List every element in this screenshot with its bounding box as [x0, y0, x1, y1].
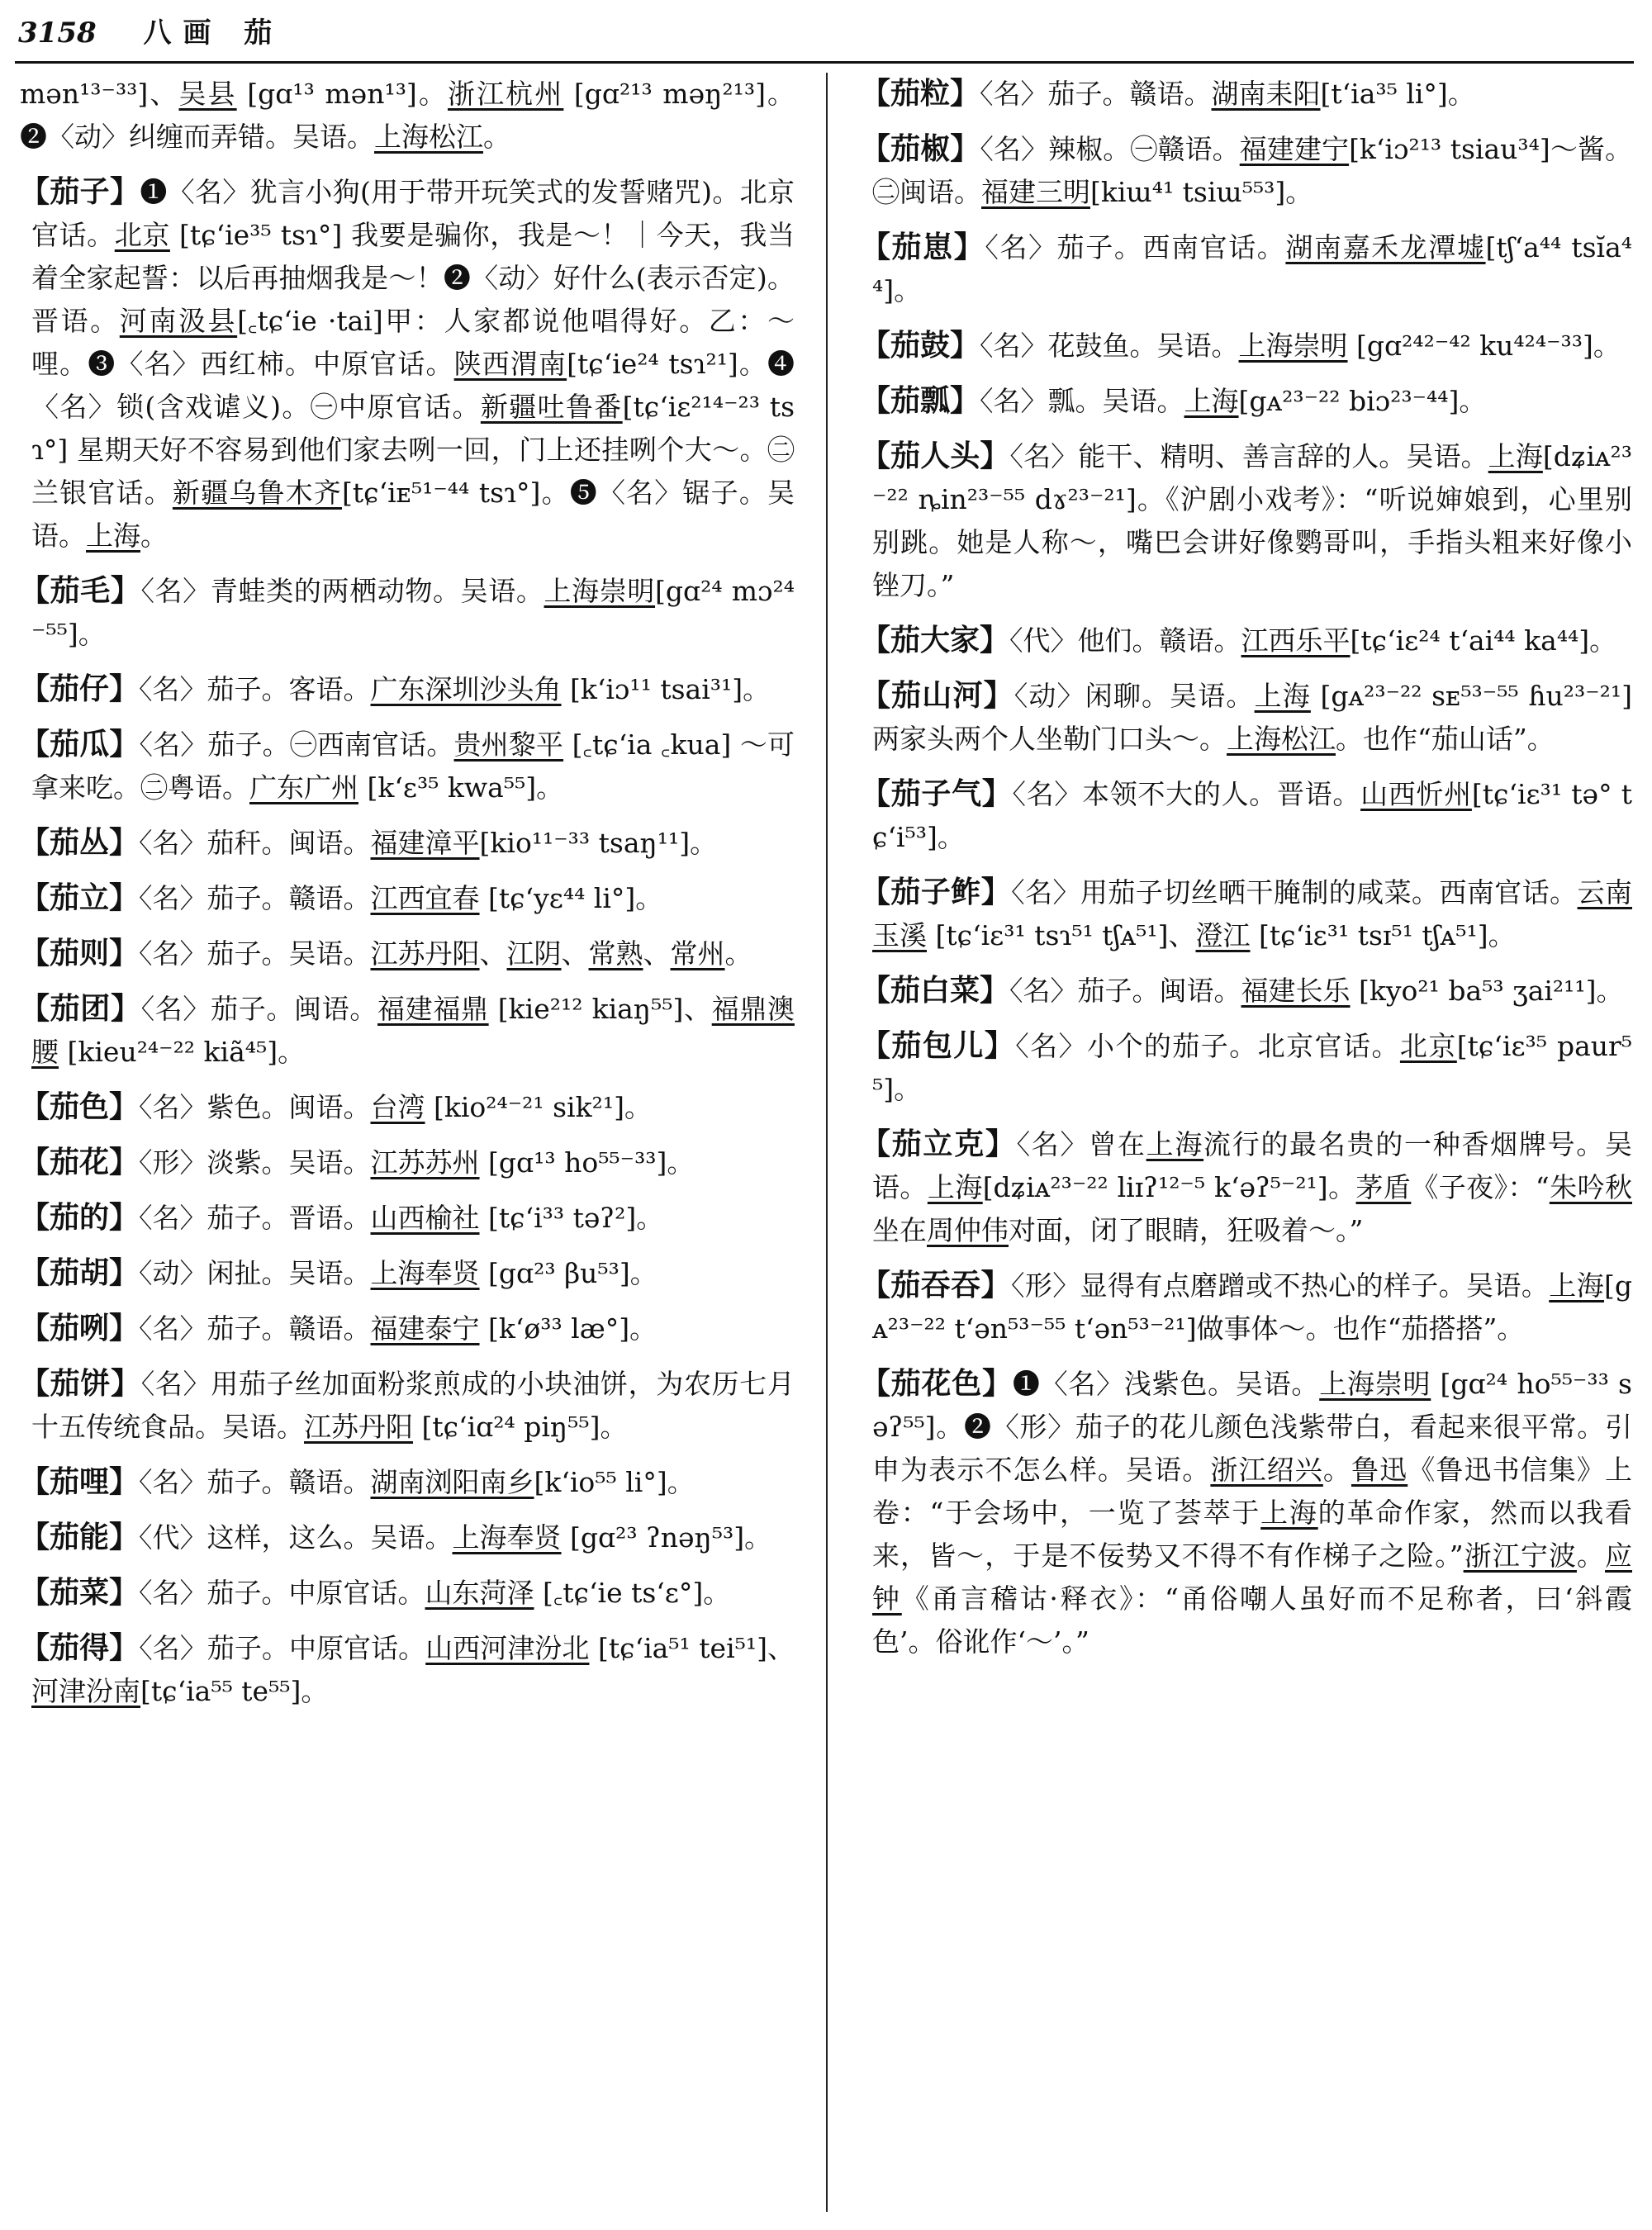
- entry-text: [kieu²⁴⁻²² kiã⁴⁵]。: [59, 1036, 306, 1068]
- entry-text: [gᴀ²³⁻²² sᴇ⁵³⁻⁵⁵ ɦu²³⁻²¹] 两家头两个人坐勒门口头～。: [872, 680, 1632, 755]
- entry-text: [kʻɛ³⁵ kwa⁵⁵]。: [358, 771, 564, 804]
- entry-text: 〈名〉茄子。闽语。: [1009, 975, 1241, 1007]
- dictionary-entry: [861, 1264, 1632, 1350]
- place-name: 上海: [1146, 1128, 1204, 1160]
- place-name: 贵州黎平: [453, 728, 564, 761]
- entry-text: ❶〈名〉犹言小狗(用于带开玩笑式的发誓赌咒)。北京官话。: [31, 176, 795, 251]
- dictionary-entry: [861, 871, 1632, 957]
- entry-text: 〈名〉茄子。吴语。: [139, 937, 371, 970]
- entry-headword: 【茄的】: [20, 1201, 140, 1235]
- entry-headword: 【茄子】: [20, 175, 140, 209]
- entry-text: 。: [1576, 1540, 1606, 1572]
- entry-text: [gɑ²³ ʔnəŋ⁵³]。: [561, 1521, 772, 1554]
- entry-text: 〈名〉本领不大的人。晋语。: [1012, 778, 1361, 810]
- entry-text: 〈名〉曾在: [1016, 1128, 1146, 1160]
- place-name: 山西榆社: [370, 1202, 480, 1234]
- dictionary-entry: [861, 1123, 1632, 1252]
- place-name: 上海: [1488, 440, 1543, 472]
- dictionary-entry: [20, 1086, 795, 1129]
- place-name: 山西忻州: [1360, 778, 1472, 810]
- dictionary-entry: [20, 988, 795, 1074]
- entry-text: 〈名〉瓢。吴语。: [980, 385, 1184, 417]
- entry-headword: 【茄团】: [20, 992, 141, 1026]
- place-name: 鲁迅: [1351, 1454, 1408, 1486]
- entry-text: 、: [643, 937, 671, 970]
- place-name: 云南玉溪: [872, 876, 1632, 951]
- entry-headword: 【茄得】: [20, 1631, 140, 1665]
- place-name: 应钟: [872, 1540, 1632, 1615]
- entry-text: [kio²⁴⁻²¹ sik²¹]。: [425, 1091, 652, 1123]
- place-name: 江西乐平: [1241, 624, 1351, 657]
- entry-text: 〈名〉用茄子丝加面粉浆煎成的小块油饼，为农历七月十五传统食品。吴语。: [31, 1368, 795, 1443]
- place-name: 北京: [114, 219, 170, 251]
- entry-text: [kʻiɔ¹¹ tsai³¹]。: [561, 673, 771, 705]
- entry-text: [kʻø³³ læ°]。: [479, 1312, 657, 1345]
- entry-headword: 【茄包儿】: [861, 1029, 1016, 1063]
- place-name: 湖南浏阳南乡: [370, 1466, 534, 1498]
- place-name: 澄江: [1195, 919, 1251, 951]
- entry-text: 〈名〉辣椒。㊀赣语。: [980, 133, 1240, 165]
- left-column: [20, 73, 795, 2212]
- place-name: 江西宜春: [370, 882, 480, 914]
- place-name: 上海松江: [1227, 723, 1336, 755]
- entry-text: [tɕʻie²⁴ tsɿ²¹]。❹〈名〉锁(含戏谑义)。㊀中原官话。: [31, 348, 795, 423]
- place-name: 福鼎澳腰: [31, 993, 795, 1068]
- entry-text: [tɕʻi³³ təʔ²]。: [479, 1202, 664, 1234]
- entry-text: [tɕʻiɛ³¹ tə° tɕʻi⁵³]。: [872, 778, 1632, 853]
- place-name: 江苏苏州: [370, 1146, 480, 1179]
- place-name: 上海奉贤: [452, 1521, 562, 1554]
- header-rule: [15, 61, 1634, 64]
- entry-text: [tɕʻiɛ³¹ tsɿ⁵¹ tʃᴀ⁵¹]、: [927, 919, 1196, 951]
- entry-headword: 【茄白菜】: [861, 974, 1010, 1008]
- dictionary-entry: [20, 1461, 795, 1504]
- entry-text: [tʃʻa⁴⁴ tsĭa⁴⁴]。: [872, 231, 1632, 306]
- entry-text: 〈名〉小个的茄子。北京官话。: [1015, 1030, 1400, 1062]
- entry-headword: 【茄咧】: [20, 1312, 140, 1345]
- place-name: 浙江杭州: [447, 78, 564, 110]
- place-name: 常熟: [588, 937, 643, 970]
- dictionary-entry: [20, 1197, 795, 1240]
- entry-text: 《鲁迅书信集》上卷：“于会场中，一览了荟萃于: [872, 1454, 1632, 1529]
- place-name: 上海崇明: [1238, 330, 1348, 362]
- entry-text: [tɕʻiɑ²⁴ piŋ⁵⁵]。: [413, 1411, 628, 1443]
- place-name: 福建三明: [981, 176, 1090, 208]
- place-name: 上海崇明: [1319, 1368, 1431, 1400]
- entry-headword: 【茄色】: [20, 1090, 140, 1124]
- entry-text: 〈代〉这样，这么。吴语。: [139, 1521, 453, 1554]
- dictionary-entry: [20, 1307, 795, 1350]
- entry-text: [tʻia³⁵ li°]。: [1320, 78, 1475, 110]
- dictionary-entry: [20, 1516, 795, 1559]
- entry-text: 〈动〉闲扯。吴语。: [139, 1257, 371, 1289]
- place-name: 福建漳平: [370, 827, 480, 859]
- entry-text: [꜀tɕʻie tsʻɛ°]。: [534, 1577, 731, 1609]
- entry-headword: 【茄花色】: [861, 1367, 1013, 1401]
- place-name: 河南汲县: [119, 305, 238, 337]
- entry-text: 〈名〉茄秆。闽语。: [139, 827, 371, 859]
- entry-headword: 【茄吞吞】: [861, 1269, 1011, 1302]
- dictionary-entry: [20, 1141, 795, 1184]
- dictionary-entry: [861, 619, 1632, 662]
- entry-headword: 【茄菜】: [20, 1576, 140, 1610]
- entry-headword: 【茄鼓】: [861, 329, 980, 363]
- entry-text: [dʑiᴀ²³⁻²² liɪʔ¹²⁻⁵ kʻəʔ⁵⁻²¹]。: [982, 1171, 1356, 1203]
- dictionary-entry: [861, 1025, 1632, 1111]
- place-name: 浙江宁波: [1463, 1540, 1577, 1572]
- entry-text: 〈名〉茄子。中原官话。: [139, 1632, 426, 1664]
- section-title: 八画 茄: [143, 17, 284, 50]
- dictionary-entry: [861, 1363, 1632, 1663]
- place-name: 陕西渭南: [453, 348, 567, 380]
- entry-text: [dʑiᴀ²³⁻²² ȵin²³⁻⁵⁵ dɤ²³⁻²¹]。《沪剧小戏考》：“听说婶娘到，心里别别跳。她是人称～，嘴巴会讲好像鹦哥叫，手指头粗来好像小锉刀。”: [872, 440, 1632, 601]
- entry-text: [gɑ²⁴ mɔ²⁴⁻⁵⁵]。: [31, 575, 795, 650]
- place-name: 北京: [1399, 1030, 1457, 1062]
- dictionary-entry: [861, 773, 1632, 859]
- place-name: 福建福鼎: [377, 993, 489, 1025]
- entry-text: [tɕʻiɛ³⁵ paur⁵⁵]。: [872, 1030, 1632, 1105]
- dictionary-entry: [20, 932, 795, 975]
- dictionary-entry: [20, 570, 795, 656]
- dictionary-entry: [20, 171, 795, 558]
- column-divider: [826, 73, 828, 2212]
- entry-text: [gɑ²⁴²⁻⁴² ku⁴²⁴⁻³³]。: [1347, 330, 1621, 362]
- entry-headword: 【茄哩】: [20, 1465, 140, 1499]
- entry-text: 〈名〉茄子。㊀西南官话。: [139, 728, 454, 761]
- dictionary-entry: [20, 1252, 795, 1295]
- place-name: 山西河津汾北: [425, 1632, 590, 1664]
- place-name: 周仲伟: [927, 1214, 1009, 1246]
- entry-text: [gᴀ²³⁻²² biɔ²³⁻⁴⁴]。: [1238, 385, 1487, 417]
- entry-text: 〈形〉淡紫。吴语。: [139, 1146, 371, 1179]
- entry-text: 《甬言稽诂·释衣》：“甬俗嘲人虽好而不足称者，曰‘斜霞色’。俗讹作‘～’。”: [872, 1582, 1632, 1658]
- entry-text: 〈名〉茄子。西南官话。: [985, 231, 1286, 263]
- entry-text: 〈代〉他们。赣语。: [1009, 624, 1241, 657]
- dictionary-entry: [861, 675, 1632, 761]
- entry-headword: 【茄胡】: [20, 1256, 140, 1290]
- entry-text: 。: [140, 520, 168, 552]
- entry-text: mən¹³⁻³³]、: [20, 78, 179, 110]
- entry-text: 〈名〉茄子。客语。: [139, 673, 371, 705]
- entry-text: [tɕʻia⁵¹ tei⁵¹]、: [589, 1632, 795, 1664]
- entry-text: [gɑ¹³ ho⁵⁵⁻³³]。: [479, 1146, 695, 1179]
- entry-text: 〈名〉茄子。闽语。: [140, 993, 378, 1025]
- dictionary-entry: [861, 128, 1632, 214]
- entry-headword: 【茄仔】: [20, 672, 140, 706]
- entry-headword: 【茄立】: [20, 881, 140, 915]
- dictionary-entry: [20, 877, 795, 920]
- entry-text: 《子夜》：“: [1411, 1171, 1550, 1203]
- page-header: [18, 7, 1637, 59]
- entry-text: 〈名〉青蛙类的两栖动物。吴语。: [140, 575, 544, 607]
- place-name: 江苏丹阳: [370, 937, 480, 970]
- place-name: 茅盾: [1355, 1171, 1412, 1203]
- place-name: 台湾: [370, 1091, 425, 1123]
- dictionary-entry: [861, 325, 1632, 368]
- entry-text: 流行的最名贵的一种香烟牌号。吴语。: [872, 1128, 1632, 1203]
- entry-text: 〈形〉显得有点磨蹭或不热心的样子。吴语。: [1010, 1269, 1550, 1302]
- dictionary-entry: [861, 380, 1632, 423]
- place-name: 江阴: [506, 937, 562, 970]
- entry-headword: 【茄毛】: [20, 574, 141, 608]
- entry-text: 、: [561, 937, 589, 970]
- place-name: 湖南嘉禾龙潭墟: [1285, 231, 1486, 263]
- entry-headword: 【茄子气】: [861, 777, 1013, 811]
- entry-headword: 【茄人头】: [861, 439, 1010, 473]
- entry-text: 。: [1322, 1454, 1351, 1486]
- entry-headword: 【茄立克】: [861, 1127, 1017, 1161]
- place-name: 上海: [1184, 385, 1239, 417]
- place-name: 福建长乐: [1241, 975, 1351, 1007]
- entry-text: 〈名〉用茄子切丝晒干腌制的咸菜。西南官话。: [1011, 876, 1578, 909]
- dictionary-entry: [861, 73, 1632, 116]
- place-name: 广东深圳沙头角: [370, 673, 562, 705]
- entry-text: [kio¹¹⁻³³ tsaŋ¹¹]。: [479, 827, 718, 859]
- place-name: 吴县: [178, 78, 237, 110]
- place-name: 上海: [1260, 1497, 1318, 1529]
- place-name: 广东广州: [249, 771, 358, 804]
- entry-text: 〈名〉茄子。赣语。: [139, 1466, 371, 1498]
- place-name: 新疆吐鲁番: [480, 391, 623, 423]
- entry-text: 〈名〉茄子。赣语。: [139, 882, 371, 914]
- entry-text: [gɑ²³ βu⁵³]。: [479, 1257, 657, 1289]
- entry-text: 。也作“茄山话”。: [1336, 723, 1555, 755]
- entry-text: [꜀tɕʻia ꜀kua] ～可拿来吃。㊁粤语。: [31, 728, 795, 804]
- entry-text: 〈动〉闲聊。吴语。: [1014, 680, 1255, 712]
- entry-headword: 【茄椒】: [861, 132, 980, 166]
- place-name: 山东菏泽: [425, 1577, 534, 1609]
- entry-text: [tɕʻiɛ²⁴ tʻai⁴⁴ ka⁴⁴]。: [1350, 624, 1617, 657]
- place-name: 上海: [1549, 1269, 1605, 1302]
- page-number: 3158: [18, 17, 97, 50]
- place-name: 常州: [670, 937, 725, 970]
- entry-headword: 【茄丛】: [20, 826, 140, 860]
- entry-text: [tɕʻiɛ³¹ tsɪ⁵¹ tʃᴀ⁵¹]。: [1250, 919, 1516, 951]
- entry-text: 〈名〉茄子。中原官话。: [139, 1577, 425, 1609]
- place-name: 上海: [1254, 680, 1311, 712]
- entry-text: 的革命作家，然而以我看来，皆～，于是不佞势又不得不有作梯子之险。”: [872, 1497, 1632, 1572]
- place-name: 湖南耒阳: [1211, 78, 1321, 110]
- place-name: 河津汾南: [31, 1675, 140, 1707]
- place-name: 福建建宁: [1239, 133, 1350, 165]
- entry-text: 〈名〉茄子。赣语。: [980, 78, 1212, 110]
- place-name: 上海: [927, 1171, 983, 1203]
- entry-headword: 【茄子鲊】: [861, 875, 1012, 909]
- entry-text: 坐在: [872, 1214, 927, 1246]
- entry-text: [gɑ¹³ mən¹³]。: [236, 78, 448, 110]
- entry-text: [kie²¹² kiaŋ⁵⁵]、: [488, 993, 712, 1025]
- entry-text: [gɑ²¹³ məŋ²¹³]。❷〈动〉纠缠而弄错。吴语。: [20, 78, 795, 153]
- place-name: 江苏丹阳: [304, 1411, 413, 1443]
- entry-text: [tɕʻie³⁵ tsɿ°] 我要是骗你，我是～！｜今天，我当着全家起誓：以后再抽烟我是～！❷〈动〉好什么(表示否定)。晋语。: [31, 219, 795, 337]
- dictionary-entry: [20, 668, 795, 711]
- dictionary-entry: [20, 1363, 795, 1449]
- entry-headword: 【茄饼】: [20, 1367, 141, 1401]
- place-name: 浙江绍兴: [1210, 1454, 1323, 1486]
- entry-headword: 【茄粒】: [861, 77, 980, 111]
- place-name: 新疆乌鲁木齐: [172, 477, 342, 509]
- entry-text: 。: [724, 937, 752, 970]
- place-name: 上海奉贤: [370, 1257, 480, 1289]
- entry-text: ❶〈名〉浅紫色。吴语。: [1012, 1368, 1320, 1400]
- entry-text: 、: [479, 937, 507, 970]
- entry-text: [tɕʻiᴇ⁵¹⁻⁴⁴ tsɿ°]。❺〈名〉锯子。吴语。: [31, 477, 795, 552]
- entry-headword: 【茄瓢】: [861, 384, 980, 418]
- dictionary-entry: [20, 724, 795, 809]
- entry-headword: 【茄花】: [20, 1146, 140, 1179]
- entry-text: [kʻiɔ²¹³ tsiau³⁴]～酱。㊁闽语。: [872, 133, 1632, 208]
- entry-text: 〈名〉花鼓鱼。吴语。: [980, 330, 1239, 362]
- place-name: 上海崇明: [544, 575, 656, 607]
- entry-headword: 【茄则】: [20, 937, 140, 970]
- dictionary-entry: [861, 970, 1632, 1013]
- entry-text: [kyo²¹ ba⁵³ ʒai²¹¹]。: [1350, 975, 1624, 1007]
- entry-text: [tɕʻyɛ⁴⁴ li°]。: [479, 882, 663, 914]
- entry-text: [gᴀ²³⁻²² tʻən⁵³⁻⁵⁵ tʻən⁵³⁻²¹]做事体～。也作“茄搭搭”。: [872, 1269, 1632, 1345]
- dictionary-entry: [861, 226, 1632, 312]
- entry-text: 〈名〉茄子。晋语。: [139, 1202, 371, 1234]
- entry-text: 对面，闭了眼睛，狂吸着～。”: [1009, 1214, 1364, 1246]
- dictionary-entry: [20, 1627, 795, 1713]
- dictionary-entry: [20, 1572, 795, 1615]
- entry-text: 〈名〉紫色。闽语。: [139, 1091, 371, 1123]
- dictionary-entry: [20, 73, 795, 159]
- place-name: 上海松江: [374, 121, 483, 153]
- entry-text: 。: [483, 121, 510, 153]
- entry-headword: 【茄崽】: [861, 230, 985, 264]
- entry-text: [kʻio⁵⁵ li°]。: [534, 1466, 695, 1498]
- place-name: 朱吟秋: [1549, 1171, 1632, 1203]
- entry-text: [꜀tɕʻie ·tai]甲：人家都说他唱得好。乙：～哩。❸〈名〉西红柿。中原官话。: [31, 305, 795, 380]
- place-name: 福建泰宁: [370, 1312, 480, 1345]
- entry-text: [kiɯ⁴¹ tsiɯ⁵⁵³]。: [1090, 176, 1313, 208]
- entry-headword: 【茄山河】: [861, 679, 1014, 713]
- entry-text: 〈名〉茄子。赣语。: [139, 1312, 371, 1345]
- dictionary-entry: [20, 822, 795, 865]
- entry-text: [tɕʻia⁵⁵ te⁵⁵]。: [140, 1675, 329, 1707]
- entry-text: [tɕʻiɛ²¹⁴⁻²³ tsɿ°] 星期天好不容易到他们家去咧一回，门上还挂咧个大～。㊁兰银官话。: [31, 391, 795, 509]
- dictionary-entry: [861, 435, 1632, 607]
- entry-headword: 【茄大家】: [861, 624, 1010, 657]
- right-column: [861, 73, 1632, 2212]
- place-name: 上海: [86, 520, 140, 552]
- entry-text: 〈名〉能干、精明、善言辞的人。吴语。: [1009, 440, 1488, 472]
- entry-text: [gɑ²⁴ ho⁵⁵⁻³³ səʔ⁵⁵]。❷〈形〉茄子的花儿颜色浅紫带白，看起来很平常。引申为表示不怎么样。吴语。: [872, 1368, 1632, 1486]
- entry-headword: 【茄能】: [20, 1521, 140, 1554]
- entry-headword: 【茄瓜】: [20, 728, 140, 762]
